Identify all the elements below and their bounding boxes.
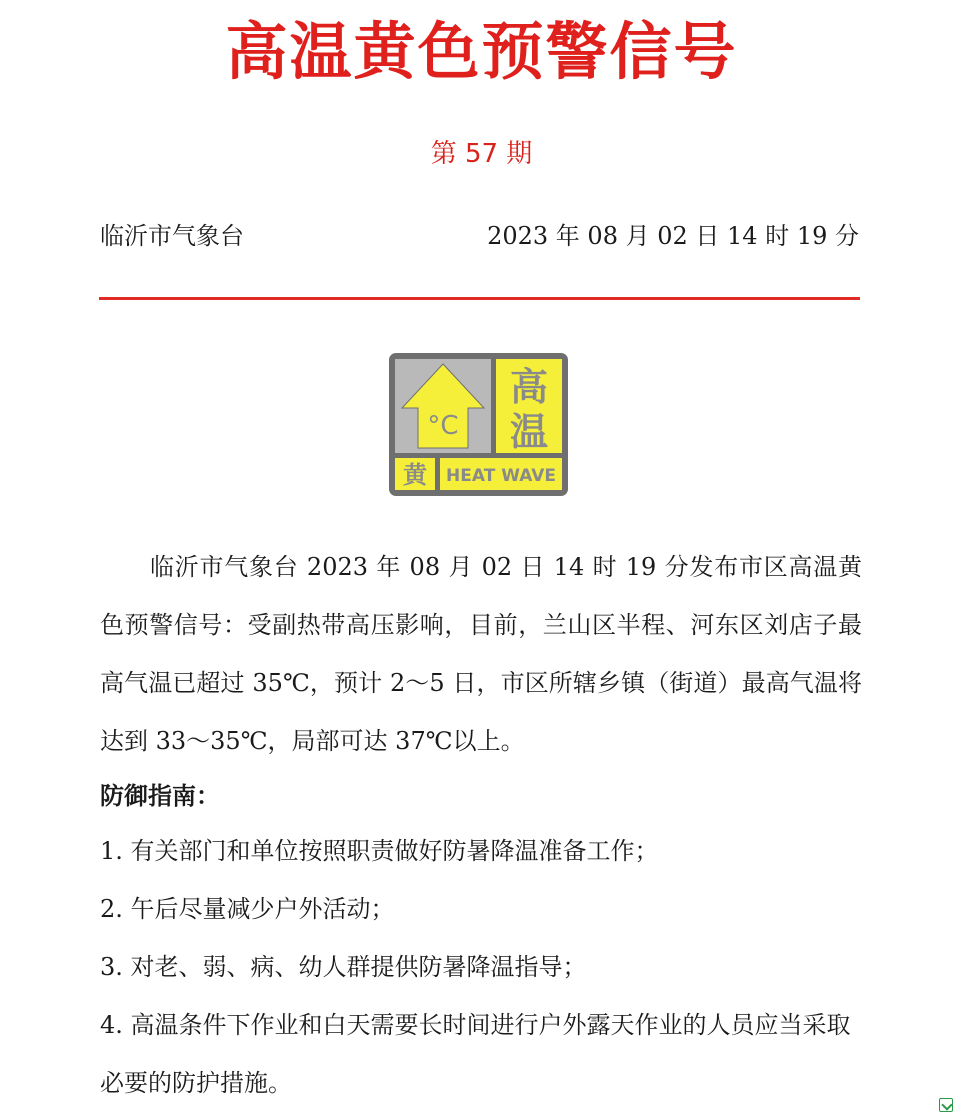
- issue-number: 第 57 期: [430, 139, 533, 169]
- guide-item: 1. 有关部门和单位按照职责做好防暑降温准备工作；: [100, 837, 659, 865]
- sign-char-gao: 高: [509, 365, 549, 409]
- document-title: 高温黄色预警信号: [225, 15, 738, 88]
- guide-heading: 防御指南：: [100, 781, 220, 810]
- sign-english-label: HEAT WAVE: [446, 466, 556, 486]
- guide-item: 4. 高温条件下作业和白天需要长时间进行户外露天作业的人员应当采取必要的防护措施。: [100, 1011, 851, 1097]
- red-divider: [99, 297, 860, 300]
- celsius-symbol: °C: [427, 411, 459, 441]
- guide-item: 3. 对老、弱、病、幼人群提供防暑降温指导；: [100, 953, 587, 981]
- guide-item: 2. 午后尽量减少户外活动；: [100, 895, 395, 923]
- check-icon: [939, 1098, 953, 1112]
- sign-char-wen: 温: [509, 410, 549, 454]
- heat-wave-warning-icon: [388, 352, 569, 497]
- warning-body-paragraph: 临沂市气象台 2023 年 08 月 02 日 14 时 19 分发布市区高温黄色预警信号：受副热带高压影响，目前，兰山区半程、河东区刘店子最高气温已超过 35℃，预计 2～5 日，市区所辖乡镇（街道）最高气温将达到 33～35℃，局部可达 37℃以上。: [100, 553, 862, 755]
- issuer: 临沂市气象台: [100, 222, 244, 250]
- issue-datetime: 2023 年 08 月 02 日 14 时 19 分: [487, 222, 859, 250]
- sign-level-char: 黄: [403, 461, 427, 489]
